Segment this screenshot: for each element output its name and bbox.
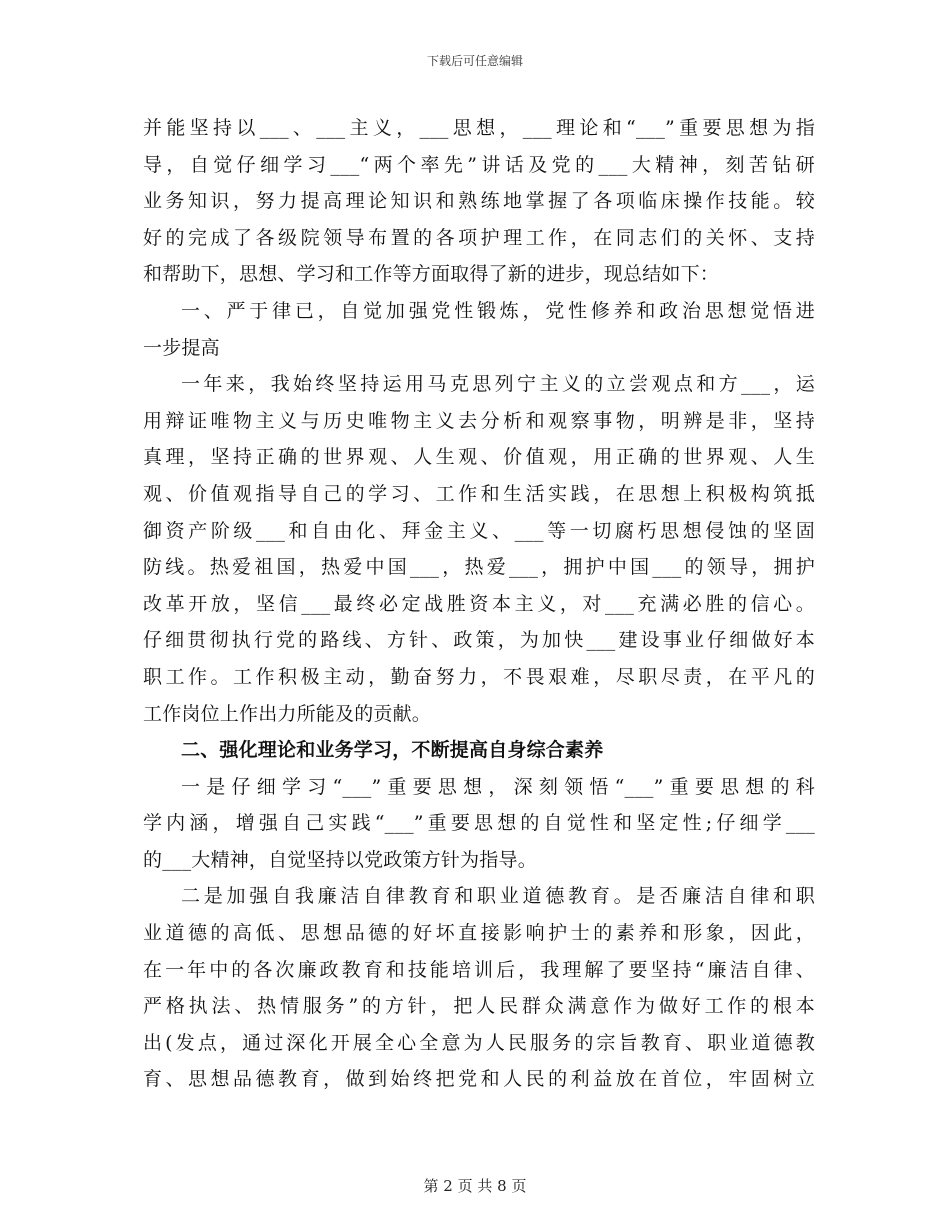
body-line: 出(发点，通过深化开展全心全意为人民服务的宗旨教育、职业道德教 — [143, 1031, 815, 1054]
body-line: 业务知识，努力提高理论知识和熟练地掌握了各项临床操作技能。较 — [143, 190, 815, 213]
body-line: 在一年中的各次廉政教育和技能培训后，我理解了要坚持“廉洁自律、 — [143, 958, 815, 981]
page-footer: 第 2 页 共 8 页 — [423, 1177, 527, 1195]
body-line: 一年来，我始终坚持运用马克思列宁主义的立尝观点和方___，运 — [181, 373, 815, 396]
body-line: 工作岗位上作出力所能及的贡献。 — [143, 702, 432, 725]
body-line: 真理，坚持正确的世界观、人生观、价值观，用正确的世界观、人生 — [143, 446, 815, 469]
body-line: 改革开放，坚信___最终必定战胜资本主义，对___充满必胜的信心。 — [143, 592, 815, 615]
section-heading-1-cont: 一步提高 — [143, 336, 220, 359]
body-line: 育、思想品德教育，做到始终把党和人民的利益放在首位，牢固树立 — [143, 1068, 815, 1091]
body-line: 防线。热爱祖国，热爱中国___，热爱___，拥护中国___的领导，拥护 — [143, 556, 815, 579]
body-line: 导，自觉仔细学习___“两个率先”讲话及党的___大精神，刻苦钻研 — [143, 153, 815, 176]
body-line: 学内涵，增强自己实践“___”重要思想的自觉性和坚定性;仔细学___ — [143, 812, 815, 835]
body-line: 好的完成了各级院领导布置的各项护理工作，在同志们的关怀、支持 — [143, 226, 815, 249]
body-line: 一是仔细学习“___”重要思想，深刻领悟“___”重要思想的科 — [181, 775, 815, 798]
section-heading-2: 二、强化理论和业务学习，不断提高自身综合素养 — [181, 739, 604, 762]
body-line: 职工作。工作积极主动，勤奋努力，不畏艰难，尽职尽责，在平凡的 — [143, 665, 815, 688]
body-line: 和帮助下，思想、学习和工作等方面取得了新的进步，现总结如下： — [143, 263, 720, 286]
body-line: 的___大精神，自觉坚持以党政策方针为指导。 — [143, 848, 537, 871]
body-line: 严格执法、热情服务”的方针，把人民群众满意作为做好工作的根本 — [143, 995, 815, 1018]
document-body — [143, 110, 815, 1098]
body-line: 二是加强自我廉洁自律教育和职业道德教育。是否廉洁自律和职 — [181, 885, 815, 908]
body-line: 并能坚持以___、___主义，___思想，___理论和“___”重要思想为指 — [143, 117, 815, 139]
section-heading-1: 一、严于律已，自觉加强党性锻炼，党性修养和政治思想觉悟进 — [181, 299, 815, 322]
body-line: 观、价值观指导自己的学习、工作和生活实践，在思想上积极构筑抵 — [143, 482, 815, 505]
body-line: 御资产阶级___和自由化、拜金主义、___等一切腐朽思想侵蚀的坚固 — [143, 519, 815, 542]
body-line: 仔细贯彻执行党的路线、方针、政策，为加快___建设事业仔细做好本 — [143, 629, 815, 652]
page-header: 下载后可任意编辑 — [426, 54, 523, 68]
body-line: 业道德的高低、思想品德的好坏直接影响护士的素养和形象，因此， — [143, 922, 815, 945]
body-line: 用辩证唯物主义与历史唯物主义去分析和观察事物，明辨是非，坚持 — [143, 409, 815, 432]
